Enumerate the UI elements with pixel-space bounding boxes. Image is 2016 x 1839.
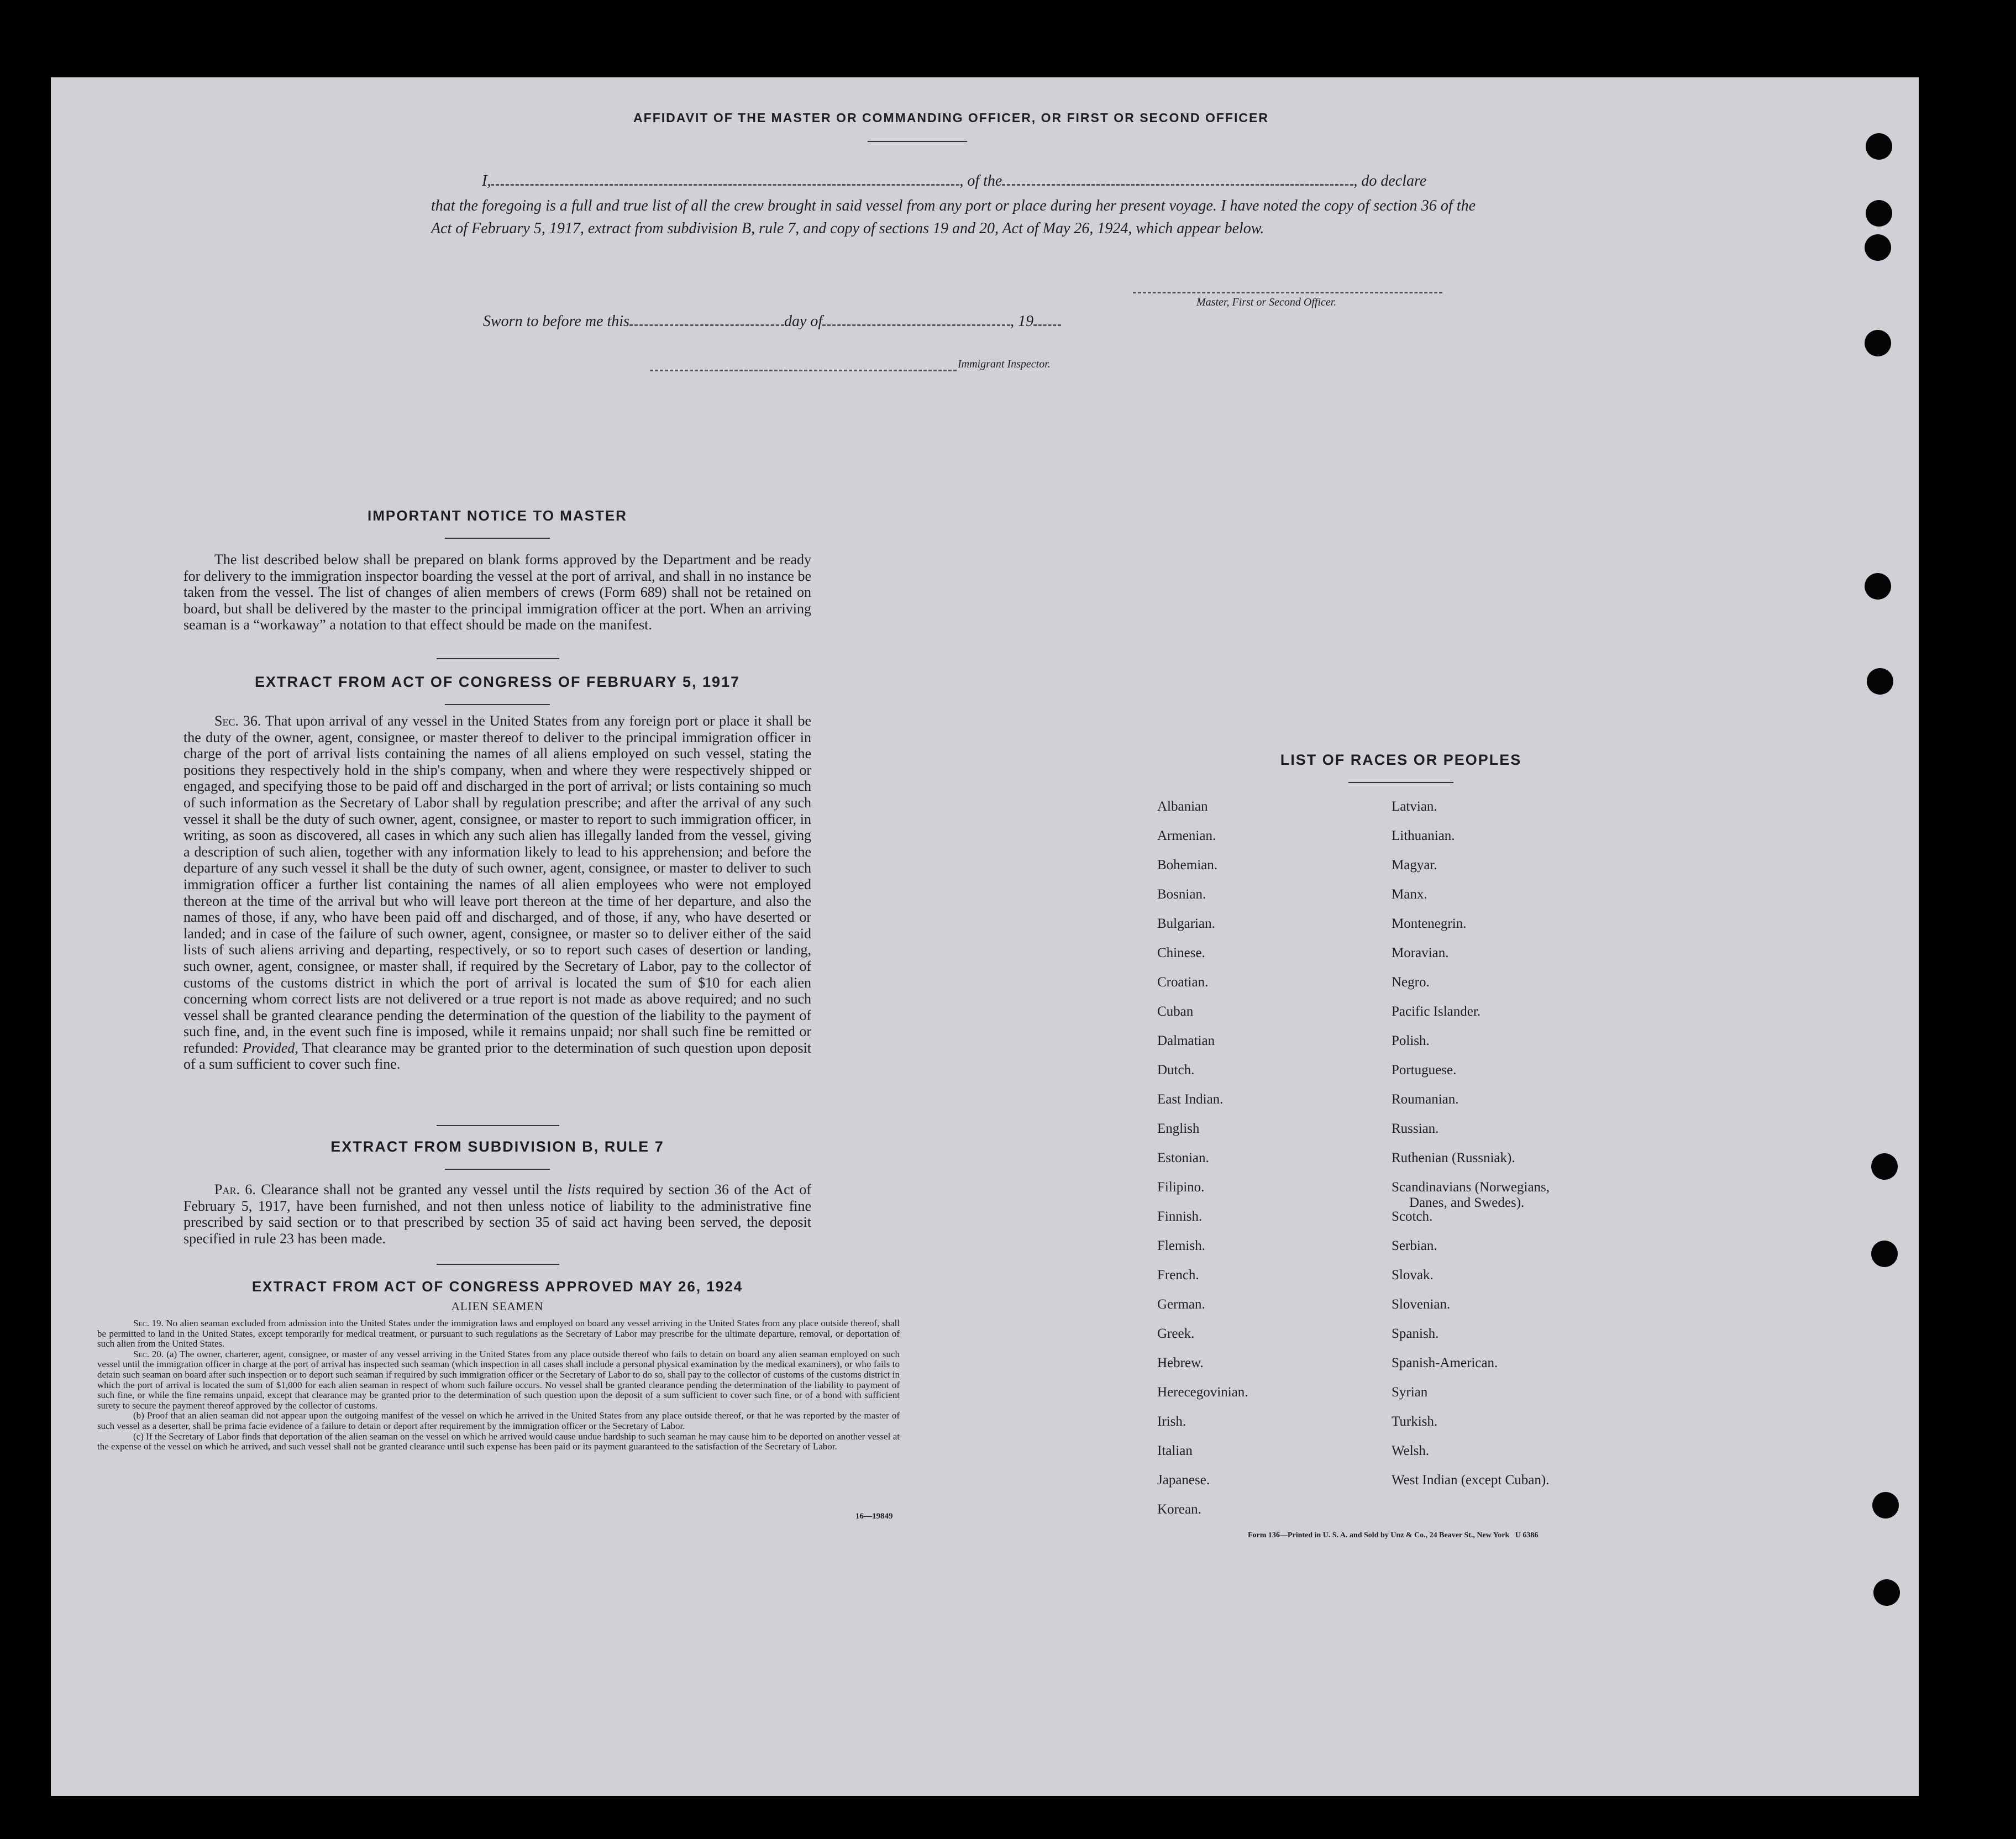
notice-body: The list described below shall be prepared on blank forms approved by the Department and be ready for delivery to the immigration inspector boarding the vessel at the port of arrival, and shall in no instance be taken from the vessel. The list of changes of alien members of crews (Form 689) shall not be retained on board, but shall be delivered by the master to the principal immigration officer at the port. When an arriving seaman is a “workaway” a notation to that effect should be made on the manifest. xyxy=(183,551,811,633)
punch-hole xyxy=(1873,1579,1900,1606)
race-item: English xyxy=(1157,1121,1200,1136)
punch-hole xyxy=(1865,573,1891,600)
race-item: Albanian xyxy=(1157,799,1208,814)
sec-20a-text xyxy=(97,1349,900,1411)
punch-hole xyxy=(1871,1241,1898,1267)
form-code: 16—19849 xyxy=(855,1512,893,1521)
races-underline xyxy=(1348,782,1453,783)
inspector-line[interactable] xyxy=(650,370,957,371)
race-item: Russian. xyxy=(1392,1121,1439,1136)
race-item: Dalmatian xyxy=(1157,1033,1215,1048)
vessel-blank[interactable] xyxy=(1002,173,1353,186)
race-item: Ruthenian (Russniak). xyxy=(1392,1150,1515,1165)
day-of-label: day of xyxy=(784,313,823,330)
year-label: , 19 xyxy=(1010,313,1034,330)
declaration-line xyxy=(482,172,1477,190)
par-6-body: Clearance shall not be granted any vessel until the xyxy=(261,1181,563,1197)
i-prefix: I, xyxy=(482,172,491,190)
lists-word: lists xyxy=(567,1181,591,1197)
name-blank[interactable] xyxy=(491,173,959,186)
race-item: Greek. xyxy=(1157,1326,1195,1341)
race-item: Bosnian. xyxy=(1157,887,1206,902)
extract-1924-title: EXTRACT FROM ACT OF CONGRESS APPROVED MAY 26, 1924 xyxy=(251,1278,743,1295)
sec-36-text xyxy=(183,713,811,1073)
race-item: Pacific Islander. xyxy=(1392,1004,1481,1019)
race-item: Danes, and Swedes). xyxy=(1409,1195,1525,1210)
race-item: Latvian. xyxy=(1392,799,1437,814)
race-item: Polish. xyxy=(1392,1033,1430,1048)
section-divider xyxy=(437,1125,559,1126)
race-item: Manx. xyxy=(1392,887,1427,902)
subdivision-title: EXTRACT FROM SUBDIVISION B, RULE 7 xyxy=(330,1138,664,1155)
punch-hole xyxy=(1866,200,1892,227)
sec-20-label: Sec. 20. xyxy=(133,1348,164,1359)
race-item: Italian xyxy=(1157,1443,1193,1458)
printer-imprint: Form 136—Printed in U. S. A. and Sold by Unz & Co., 24 Beaver St., New York U 6386 xyxy=(1248,1531,1539,1539)
sec-20b-text: (b) Proof that an alien seaman did not appear upon the outgoing manifest of the vessel on which he arrived in the United States from any place outside thereof, or that he was reported by the master of such vessel as a deserter, shall be prima facie evidence of a failure to detain or deport after requirement by the immigration officer or the Secretary of Labor. xyxy=(97,1410,900,1431)
signature-label: Master, First or Second Officer. xyxy=(1196,296,1337,308)
sworn-line xyxy=(483,313,1061,330)
race-item: Croatian. xyxy=(1157,975,1209,990)
race-item: Serbian. xyxy=(1392,1238,1437,1253)
section-divider xyxy=(437,1264,559,1265)
race-item: Turkish. xyxy=(1392,1414,1438,1429)
section-divider xyxy=(437,658,559,659)
race-item: Lithuanian. xyxy=(1392,828,1455,843)
race-item: Portuguese. xyxy=(1392,1063,1457,1078)
sec-20c-text: (c) If the Secretary of Labor finds that deportation of the alien seaman on the vessel on which he arrived would cause undue hardship to such seaman he may cause him to be deported on another vessel at the expense of the vessel on which he arrived, and such vessel shall not be granted clearance until such expense has been paid or its payment guaranteed to the satisfaction of the Secretary of Labor. xyxy=(97,1431,900,1452)
sec-36-label: Sec. 36. xyxy=(214,713,261,729)
race-item: Syrian xyxy=(1392,1385,1428,1400)
race-item: Bulgarian. xyxy=(1157,916,1215,931)
race-item: Japanese. xyxy=(1157,1473,1210,1488)
day-blank[interactable] xyxy=(629,313,784,326)
race-item: Irish. xyxy=(1157,1414,1186,1429)
race-item: Slovenian. xyxy=(1392,1297,1451,1312)
sec-19-label: Sec. 19. xyxy=(133,1318,164,1328)
declaration-body: that the foregoing is a full and true list of all the crew brought in said vessel from any port or place during her present voyage. I have noted the copy of section 36 of the Act of February 5, 1917, extract from subdivision B, rule 7, and copy of sections 19 and 20, Act of May 26, 1924, which appear below. xyxy=(431,197,1476,237)
extract-1917-underline xyxy=(445,704,550,705)
notice-underline xyxy=(445,538,550,539)
inspector-label: Immigrant Inspector. xyxy=(958,358,1051,370)
race-item: Filipino. xyxy=(1157,1180,1205,1195)
race-item: Herecegovinian. xyxy=(1157,1385,1248,1400)
par-6-body-end: required by section 36 of the Act of February 5, 1917, have been furnished, and not then unless notice of liability to the administrative fine prescribed by said section or to that prescribed by section 35 of said act having been served, the deposit specified in rule 23 has been made. xyxy=(183,1181,812,1247)
race-item: Cuban xyxy=(1157,1004,1194,1019)
subdivision-underline xyxy=(445,1169,550,1170)
race-item: Finnish. xyxy=(1157,1209,1203,1224)
race-item: Roumanian. xyxy=(1392,1092,1459,1107)
punch-hole xyxy=(1871,1153,1898,1180)
punch-hole xyxy=(1872,1492,1899,1519)
extract-1917-title: EXTRACT FROM ACT OF CONGRESS OF FEBRUARY 5, 1917 xyxy=(254,674,741,690)
race-item: Armenian. xyxy=(1157,828,1216,843)
notice-title: IMPORTANT NOTICE TO MASTER xyxy=(368,507,627,524)
sec-20a-body: (a) The owner, charterer, agent, consignee, or master of any vessel arriving in the United States from any place outside thereof who fails to detain on board any alien seaman employed on such vessel until the immigration officer in charge at the port of arrival has inspected such seaman (which inspection in all cases shall include a personal physical examination by the medical examiners), or who fails to detain such seaman on board after such inspection or to deport such seaman if required by such immigration officer or the Secretary of Labor to do so, shall pay to the collector of customs of the customs district in which the port of arrival is located the sum of $1,000 for each alien seaman in respect of whom such failure occurs. No vessel shall be granted clearance pending the determination of the liability to payment of such fine, or while the fine remains unpaid, except that clearance may be granted prior to the determination of such question upon the deposit of a sum sufficient to cover such fine, or of a bond with sufficient surety to secure the payment thereof approved by the collector of customs. xyxy=(97,1348,900,1411)
race-item: French. xyxy=(1157,1268,1199,1283)
race-item: Scandinavians (Norwegians, xyxy=(1392,1180,1550,1195)
year-blank[interactable] xyxy=(1033,313,1061,326)
alien-seamen-subtitle: ALIEN SEAMEN xyxy=(451,1300,544,1313)
races-title: LIST OF RACES OR PEOPLES xyxy=(1280,752,1522,768)
punch-hole xyxy=(1865,330,1891,356)
do-declare-label: , do declare xyxy=(1353,172,1427,190)
race-item: Negro. xyxy=(1392,975,1430,990)
race-item: Estonian. xyxy=(1157,1150,1209,1165)
race-item: Slovak. xyxy=(1392,1268,1434,1283)
title-underline xyxy=(868,141,967,142)
affidavit-title: AFFIDAVIT OF THE MASTER OR COMMANDING OFFICER, OR FIRST OR SECOND OFFICER xyxy=(633,111,1269,125)
race-item: Hebrew. xyxy=(1157,1355,1204,1370)
race-item: Chinese. xyxy=(1157,945,1205,960)
race-item: Spanish. xyxy=(1392,1326,1439,1341)
race-item: Montenegrin. xyxy=(1392,916,1467,931)
par-6-text xyxy=(183,1181,811,1247)
race-item: Spanish-American. xyxy=(1392,1355,1498,1370)
race-item: Magyar. xyxy=(1392,858,1437,873)
provided-word: Provided, xyxy=(243,1039,298,1056)
race-item: Scotch. xyxy=(1392,1209,1433,1224)
of-the-label: , of the xyxy=(959,172,1002,190)
sec-36-body-end: That clearance may be granted prior to the determination of such question upon deposit of a sum sufficient to cover such fine. xyxy=(183,1039,812,1073)
race-item: Flemish. xyxy=(1157,1238,1205,1253)
race-item: German. xyxy=(1157,1297,1205,1312)
month-blank[interactable] xyxy=(822,313,1010,326)
sworn-prefix: Sworn to before me this xyxy=(483,313,629,330)
race-item: Welsh. xyxy=(1392,1443,1430,1458)
par-6-label: Par. 6. xyxy=(214,1181,256,1197)
race-item: Moravian. xyxy=(1392,945,1449,960)
sec-19-body: No alien seaman excluded from admission into the United States under the immigration laws and employed on board any vessel arriving in the United States from any place outside thereof, shall be permitted to land in the United States, except temporarily for medical treatment, or pursuant to such regulations as the Secretary of Labor may prescribe for the ultimate departure, removal, or deportation of such alien from the United States. xyxy=(97,1318,900,1349)
race-item: Korean. xyxy=(1157,1502,1201,1517)
punch-hole xyxy=(1865,234,1891,261)
sec-19-20-block xyxy=(97,1318,900,1452)
sec-19-text xyxy=(97,1318,900,1349)
race-item: West Indian (except Cuban). xyxy=(1392,1473,1550,1488)
punch-hole xyxy=(1867,668,1893,695)
signature-line[interactable] xyxy=(1133,292,1442,293)
race-item: Bohemian. xyxy=(1157,858,1218,873)
sec-36-body: That upon arrival of any vessel in the United States from any foreign port or place it shall be the duty of the owner, agent, consignee, or master thereof to deliver to the principal immigration officer in charge of the port of arrival lists containing the names of all aliens employed on such vessel, stating the positions they respectively hold in the ship's company, when and where they were respectively shipped or engaged, and specifying those to be paid off and discharged in the port of arrival; or lists containing so much of such information as the Secretary of Labor shall by regulation prescribe; and after the arrival of any such vessel it shall be the duty of such owner, agent, consignee, or master to report to such immigration officer, in writing, as soon as discovered, all cases in which any such alien has illegally landed from the vessel, giving a description of such alien, together with any information likely to lead to his apprehension; and before the departure of any such vessel it shall be the duty of such owner, agent, consignee, or master to deliver to such immigration officer a further list containing the names of all alien employees who were not employed thereon at the time of the arrival but who will leave port thereon at the time of her departure, and also the names of those, if any, who have been paid off and discharged, and of those, if any, who have deserted or landed; and in case of the failure of such owner, agent, consignee, or master so to deliver either of the said lists of such aliens arriving and departing, respectively, or so to report such cases of desertion or landing, such owner, agent, consignee, or master shall, if required by the Secretary of Labor, pay to the collector of customs of the customs district in which the port of arrival is located the sum of $10 for each alien concerning whom correct lists are not delivered or a true report is not made as above required; and no such vessel shall be granted clearance pending the determination of the question of the liability to the payment of such fine, and, in the event such fine is imposed, while it remains unpaid; nor shall such fine be remitted or refunded: xyxy=(183,713,811,1056)
race-item: Dutch. xyxy=(1157,1063,1195,1078)
race-item: East Indian. xyxy=(1157,1092,1224,1107)
punch-hole xyxy=(1866,133,1892,160)
